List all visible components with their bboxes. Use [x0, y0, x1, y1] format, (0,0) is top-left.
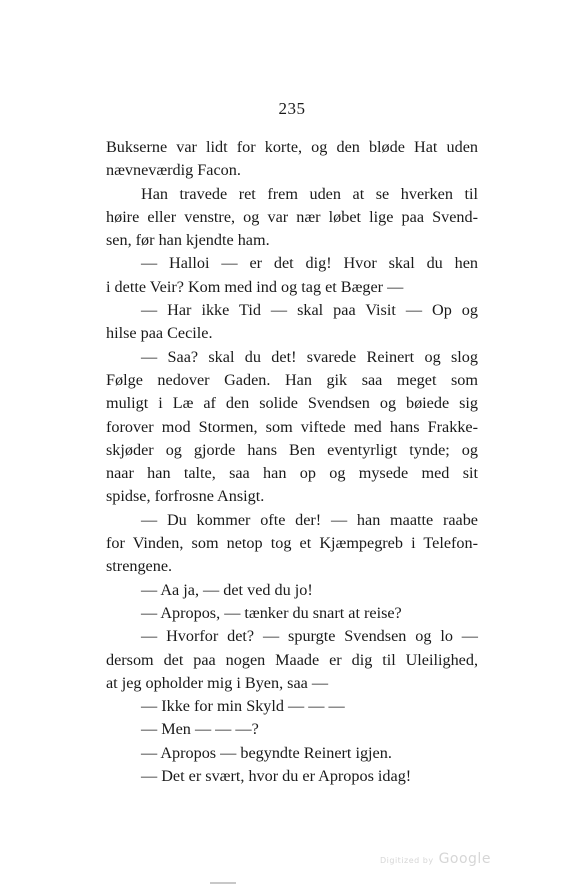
text-line: muligt i Læ af den solide Svendsen og bøiede sig	[106, 394, 478, 413]
text-line: for Vinden, som netop tog et Kjæmpegreb i Telefon-	[106, 534, 478, 553]
text-line: hilse paa Cecile.	[106, 324, 213, 343]
text-line: naar han talte, saa han op og mysede med sit	[106, 464, 478, 483]
text-line: skjøder og gjorde hans Ben eventyrligt tynde; og	[106, 440, 478, 459]
text-line: forover mod Stormen, som viftede med hans Frakke-	[106, 417, 478, 436]
text-line: spidse, forfrosne Ansigt.	[106, 487, 265, 506]
text-line: — Du kommer ofte der! — han maatte raabe	[141, 510, 478, 529]
text-line: — Apropos, — tænker du snart at reise?	[141, 603, 402, 622]
watermark-prefix: Digitized by	[380, 856, 434, 865]
text-line: høire eller venstre, og var nær løbet lige paa Svend-	[106, 207, 478, 226]
text-line: — Det er svært, hvor du er Apropos idag!	[141, 767, 412, 786]
text-line: Bukserne var lidt for korte, og den bløde Hat uden	[106, 138, 478, 156]
text-line: — Har ikke Tid — skal paa Visit — Op og	[141, 301, 478, 320]
body-text	[106, 136, 478, 788]
page-edge-mark	[210, 882, 236, 884]
text-line: nævneværdig Facon.	[106, 161, 241, 180]
text-line: i dette Veir? Kom med ind og tag et Bæger —	[106, 277, 404, 296]
text-line: — Aa ja, — det ved du jo!	[141, 580, 313, 599]
text-line: — Saa? skal du det! svarede Reinert og slog	[141, 347, 478, 366]
text-line: — Apropos — begyndte Reinert igjen.	[141, 743, 392, 762]
text-line: — Men — — —?	[141, 720, 259, 739]
text-line: Han travede ret frem uden at se hverken til	[141, 184, 478, 203]
page-number: 235	[278, 99, 306, 118]
text-line: — Halloi — er det dig! Hvor skal du hen	[141, 254, 478, 273]
digitization-watermark	[380, 851, 491, 867]
text-line: — Ikke for min Skyld — — —	[141, 697, 345, 716]
text-line: Følge nedover Gaden. Han gik saa meget som	[106, 370, 478, 389]
text-line: strengene.	[106, 557, 173, 576]
text-line: dersom det paa nogen Maade er dig til Uleilighed,	[106, 650, 478, 669]
text-line: — Hvorfor det? — spurgte Svendsen og lo —	[141, 627, 478, 646]
watermark-brand: Google	[438, 851, 491, 867]
text-line: sen, før han kjendte ham.	[106, 231, 270, 250]
text-line: at jeg opholder mig i Byen, saa —	[106, 673, 329, 692]
